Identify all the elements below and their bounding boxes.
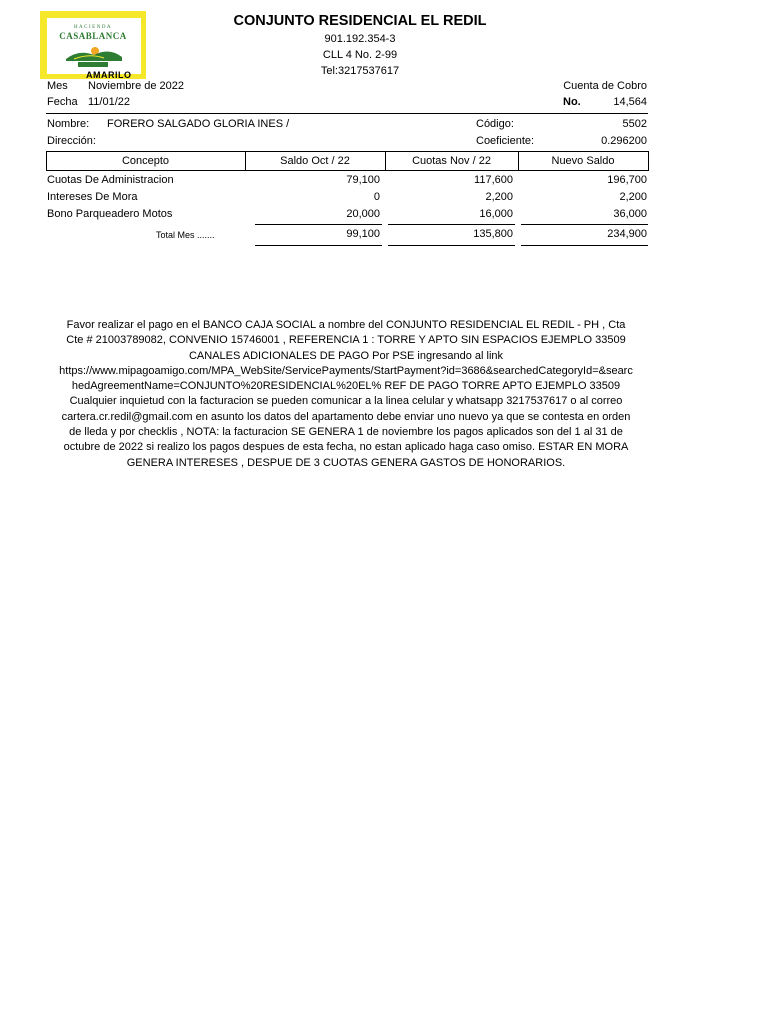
row-nuevo: 196,700 — [607, 174, 647, 186]
row-cuotas: 117,600 — [474, 174, 513, 186]
codigo-label: Código: — [476, 118, 514, 130]
casablanca-logo — [40, 11, 146, 81]
header-cuotas: Cuotas Nov / 22 — [412, 155, 491, 167]
phone: Tel:3217537617 — [320, 65, 400, 77]
total-rule — [521, 224, 648, 225]
number-label: No. — [563, 96, 581, 108]
total-nuevo: 234,900 — [607, 228, 647, 240]
document-type: Cuenta de Cobro — [563, 80, 647, 92]
mes-value: Noviembre de 2022 — [88, 80, 185, 92]
row-nuevo: 36,000 — [613, 208, 647, 220]
address: CLL 4 No. 2-99 — [322, 49, 398, 61]
total-rule — [388, 245, 515, 246]
total-saldo: 99,100 — [346, 228, 380, 240]
divider — [46, 113, 648, 114]
row-concepto: Bono Parqueadero Motos — [47, 208, 173, 220]
header-saldo: Saldo Oct / 22 — [280, 155, 350, 167]
total-label: Total Mes ....... — [156, 230, 215, 240]
fecha-label: Fecha — [47, 96, 78, 108]
codigo-value: 5502 — [622, 118, 647, 130]
row-cuotas: 16,000 — [479, 208, 513, 220]
row-concepto: Cuotas De Administracion — [47, 174, 174, 186]
payment-instructions: Favor realizar el pago en el BANCO CAJA SOCIAL a nombre del CONJUNTO RESIDENCIAL EL REDIL - PH , Cta Cte # 21003789082, CONVENIO 15746001 , REFERENCIA 1 : TORRE Y APTO SIN ESPACIOS EJEMPLO 33509 CANALES ADICIONALES DE PAGO Por PSE ingresando al link https://www.mipagoamigo.com/MPA_WebSite/ServicePayments/StartPayment?id=3686&searchedCategoryId=&searc hedAgreementName=CONJUNTO%20RESIDENCIAL%20EL% REF DE PAGO TORRE APTO EJEMPLO 33509 Cualquier inquietud con la facturacion se pueden comunicar a la linea celular y whatsapp 3217537617 o al correo cartera.cr.redil@gmail.com en asunto los datos del apartamento debe enviar uno nuevo ya que se contesta en orden de lleda y por checklis , NOTA: la facturacion SE GENERA 1 de noviembre los pagos aplicados son del 1 al 31 de octubre de 2022 si realizo los pagos despues de esta fecha, no estan aplicado haga caso omiso. ESTAR EN MORA GENERA INTERESES , DESPUE DE 3 CUOTAS GENERA GASTOS DE HONORARIOS. — [59, 319, 633, 469]
total-rule — [521, 245, 648, 246]
fecha-value: 11/01/22 — [88, 96, 131, 108]
nombre-label: Nombre: — [47, 118, 90, 130]
coeficiente-value: 0.296200 — [601, 135, 647, 147]
logo-main-text: CASABLANCA — [59, 31, 127, 41]
logo-badge — [78, 62, 108, 67]
total-rule — [255, 224, 382, 225]
row-nuevo: 2,200 — [619, 191, 647, 203]
number-value: 14,564 — [613, 96, 647, 108]
header-concepto: Concepto — [121, 155, 170, 167]
row-concepto: Intereses De Mora — [47, 191, 138, 203]
coeficiente-label: Coeficiente: — [476, 135, 535, 147]
total-rule — [255, 245, 382, 246]
header-nuevo-saldo: Nuevo Saldo — [551, 155, 615, 167]
nombre-value: FORERO SALGADO GLORIA INES / — [107, 118, 290, 130]
row-saldo: 20,000 — [346, 208, 380, 220]
row-saldo: 0 — [373, 191, 380, 203]
nit: 901.192.354-3 — [324, 33, 396, 45]
document-title: CONJUNTO RESIDENCIAL EL REDIL — [233, 13, 487, 29]
logo-top-text: HACIENDA — [73, 25, 113, 30]
logo-landscape-icon — [64, 43, 124, 61]
total-rule — [388, 224, 515, 225]
row-cuotas: 2,200 — [485, 191, 513, 203]
direccion-label: Dirección: — [47, 135, 96, 147]
total-cuotas: 135,800 — [473, 228, 513, 240]
logo-brand-text: AMARILO — [86, 70, 132, 80]
mes-label: Mes — [47, 80, 68, 92]
row-saldo: 79,100 — [346, 174, 380, 186]
